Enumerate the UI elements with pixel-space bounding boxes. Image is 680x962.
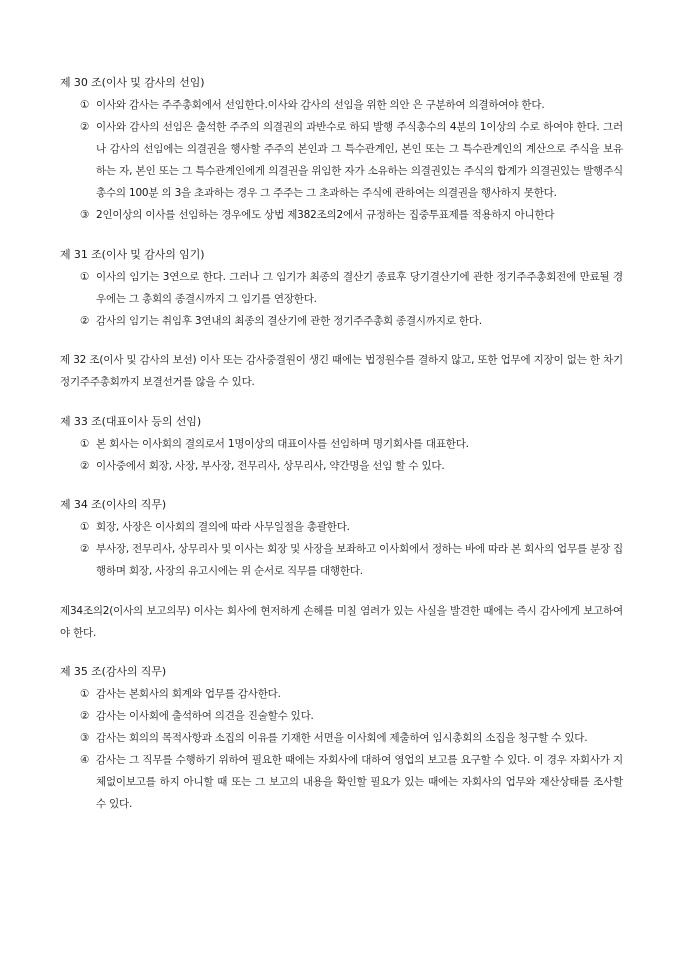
clause-item — [60, 705, 623, 727]
clause-number: ② — [80, 121, 90, 133]
article-heading: 제 30 조(이사 및 감사의 선임) — [60, 76, 205, 89]
article-32 — [60, 349, 623, 393]
clause-item — [60, 727, 623, 749]
clause-text: 감사의 임기는 취임후 3연내의 최종의 결산기에 관한 정기주주총회 종결시까지로 한다. — [96, 314, 482, 327]
clause-text: 이사와 감사는 주주총회에서 선임한다.이사와 감사의 선임을 위한 의안 은 구분하여 의결하여야 한다. — [96, 99, 545, 111]
clause-text: 이사중에서 회장, 사장, 부사장, 전무리사, 상무리사, 약간명을 선임 할 수 있다. — [96, 459, 445, 472]
document-page — [60, 72, 623, 833]
clause-item — [60, 266, 623, 310]
clause-text: 이사와 감사의 선임은 출석한 주주의 의결권의 과반수로 하되 발행 주식총수의 4분의 1이상의 수로 하여야 한다. 그러나 감사의 선임에는 의결권을 행사할 주주의 본인과 그 특수관계인, 본인 또는 그 특수관계인의 계산으로 주식을 보유하는 자, 본인 또는 그 특수관계인에게 의결권을 위임한 자가 소유하는 의결권있는 주식의 합계가 의결권있는 발행주식총수의 100분 의 3을 초과하는 경우 그 주주는 그 초과하는 주식에 관하여는 의결권을 행사하지 못한다. — [96, 121, 623, 199]
clause-number: ① — [80, 688, 90, 700]
clause-number: ③ — [80, 209, 90, 221]
clause-text: 본 회사는 이사회의 결의로서 1명이상의 대표이사를 선임하며 명기회사를 대표한다. — [96, 437, 469, 450]
article-paragraph: 제34조의2(이사의 보고의무) 이사는 회사에 현저하게 손해를 미칠 염려가 있는 사실을 발견한 때에는 즉시 감사에게 보고하여야 한다. — [60, 604, 623, 639]
article-34 — [60, 494, 623, 582]
clause-number: ③ — [80, 732, 90, 744]
clause-list — [60, 266, 623, 332]
clause-text: 회장, 사장은 이사회의 결의에 따라 사무일절을 총괄한다. — [96, 521, 350, 533]
article-heading: 제 34 조(이사의 직무) — [60, 498, 167, 511]
clause-item — [60, 310, 623, 332]
clause-list — [60, 683, 623, 815]
clause-item — [60, 433, 623, 455]
clause-text: 감사는 이사회에 출석하여 의견을 진술할수 있다. — [96, 710, 314, 722]
article-heading: 제 31 조(이사 및 감사의 임기) — [60, 247, 205, 261]
clause-number: ② — [80, 314, 90, 327]
article-30 — [60, 72, 623, 226]
clause-text: 이사의 임기는 3연으로 한다. 그러나 그 임기가 최종의 결산기 종료후 당기결산기에 관한 정기주주총회전에 만료될 경우에는 그 총회의 종결시까지 그 임기를 연장한다. — [96, 270, 623, 305]
clause-text: 감사는 그 직무를 수행하기 위하여 필요한 때에는 자회사에 대하여 영업의 보고를 요구할 수 있다. 이 경우 자회사가 지체없이보고를 하지 아니할 때 또는 그 보고의 내용을 확인할 필요가 있는 때에는 자회사의 업무와 재산상태를 조사할 수 있다. — [96, 754, 623, 810]
clause-text: 2인이상의 이사를 선임하는 경우에도 상법 제382조의2에서 규정하는 집중투표제를 적용하지 아니한다 — [96, 209, 555, 221]
article-34-2 — [60, 600, 623, 644]
clause-item — [60, 204, 623, 226]
clause-number: ① — [80, 437, 90, 450]
clause-number: ① — [80, 521, 90, 533]
clause-item — [60, 538, 623, 582]
clause-number: ② — [80, 459, 90, 472]
article-paragraph: 제 32 조(이사 및 감사의 보선) 이사 또는 감사중결원이 생긴 때에는 법정원수를 결하지 않고, 또한 업무에 지장이 없는 한 차기 정기주주총회까지 보결선거를 않을 수 있다. — [60, 354, 623, 388]
clause-number: ② — [80, 710, 90, 722]
article-heading: 제 33 조(대표이사 등의 선임) — [60, 414, 202, 428]
clause-item — [60, 683, 623, 705]
clause-number: ① — [80, 270, 90, 283]
clause-number: ① — [80, 99, 90, 111]
clause-text: 부사장, 전무리사, 상무리사 및 이사는 회장 및 사장을 보좌하고 이사회에서 정하는 바에 따라 본 회사의 업무를 분장 집행하며 회장, 사장의 유고시에는 위 순서로 직무를 대행한다. — [96, 543, 623, 577]
clause-item — [60, 516, 623, 538]
clause-text: 감사는 본회사의 회계와 업무를 감사한다. — [96, 688, 281, 700]
clause-item — [60, 749, 623, 815]
clause-number: ④ — [80, 754, 90, 766]
clause-item — [60, 116, 623, 204]
clause-text: 감사는 회의의 목적사항과 소집의 이유를 기재한 서면을 이사회에 제출하여 임시총회의 소집을 청구할 수 있다. — [96, 732, 588, 744]
clause-list — [60, 516, 623, 582]
article-33 — [60, 411, 623, 477]
article-35 — [60, 661, 623, 815]
clause-list — [60, 433, 623, 477]
clause-number: ② — [80, 543, 90, 555]
clause-list — [60, 94, 623, 226]
article-heading: 제 35 조(감사의 직무) — [60, 665, 167, 678]
article-31 — [60, 244, 623, 332]
clause-item — [60, 94, 623, 116]
clause-item — [60, 455, 623, 477]
